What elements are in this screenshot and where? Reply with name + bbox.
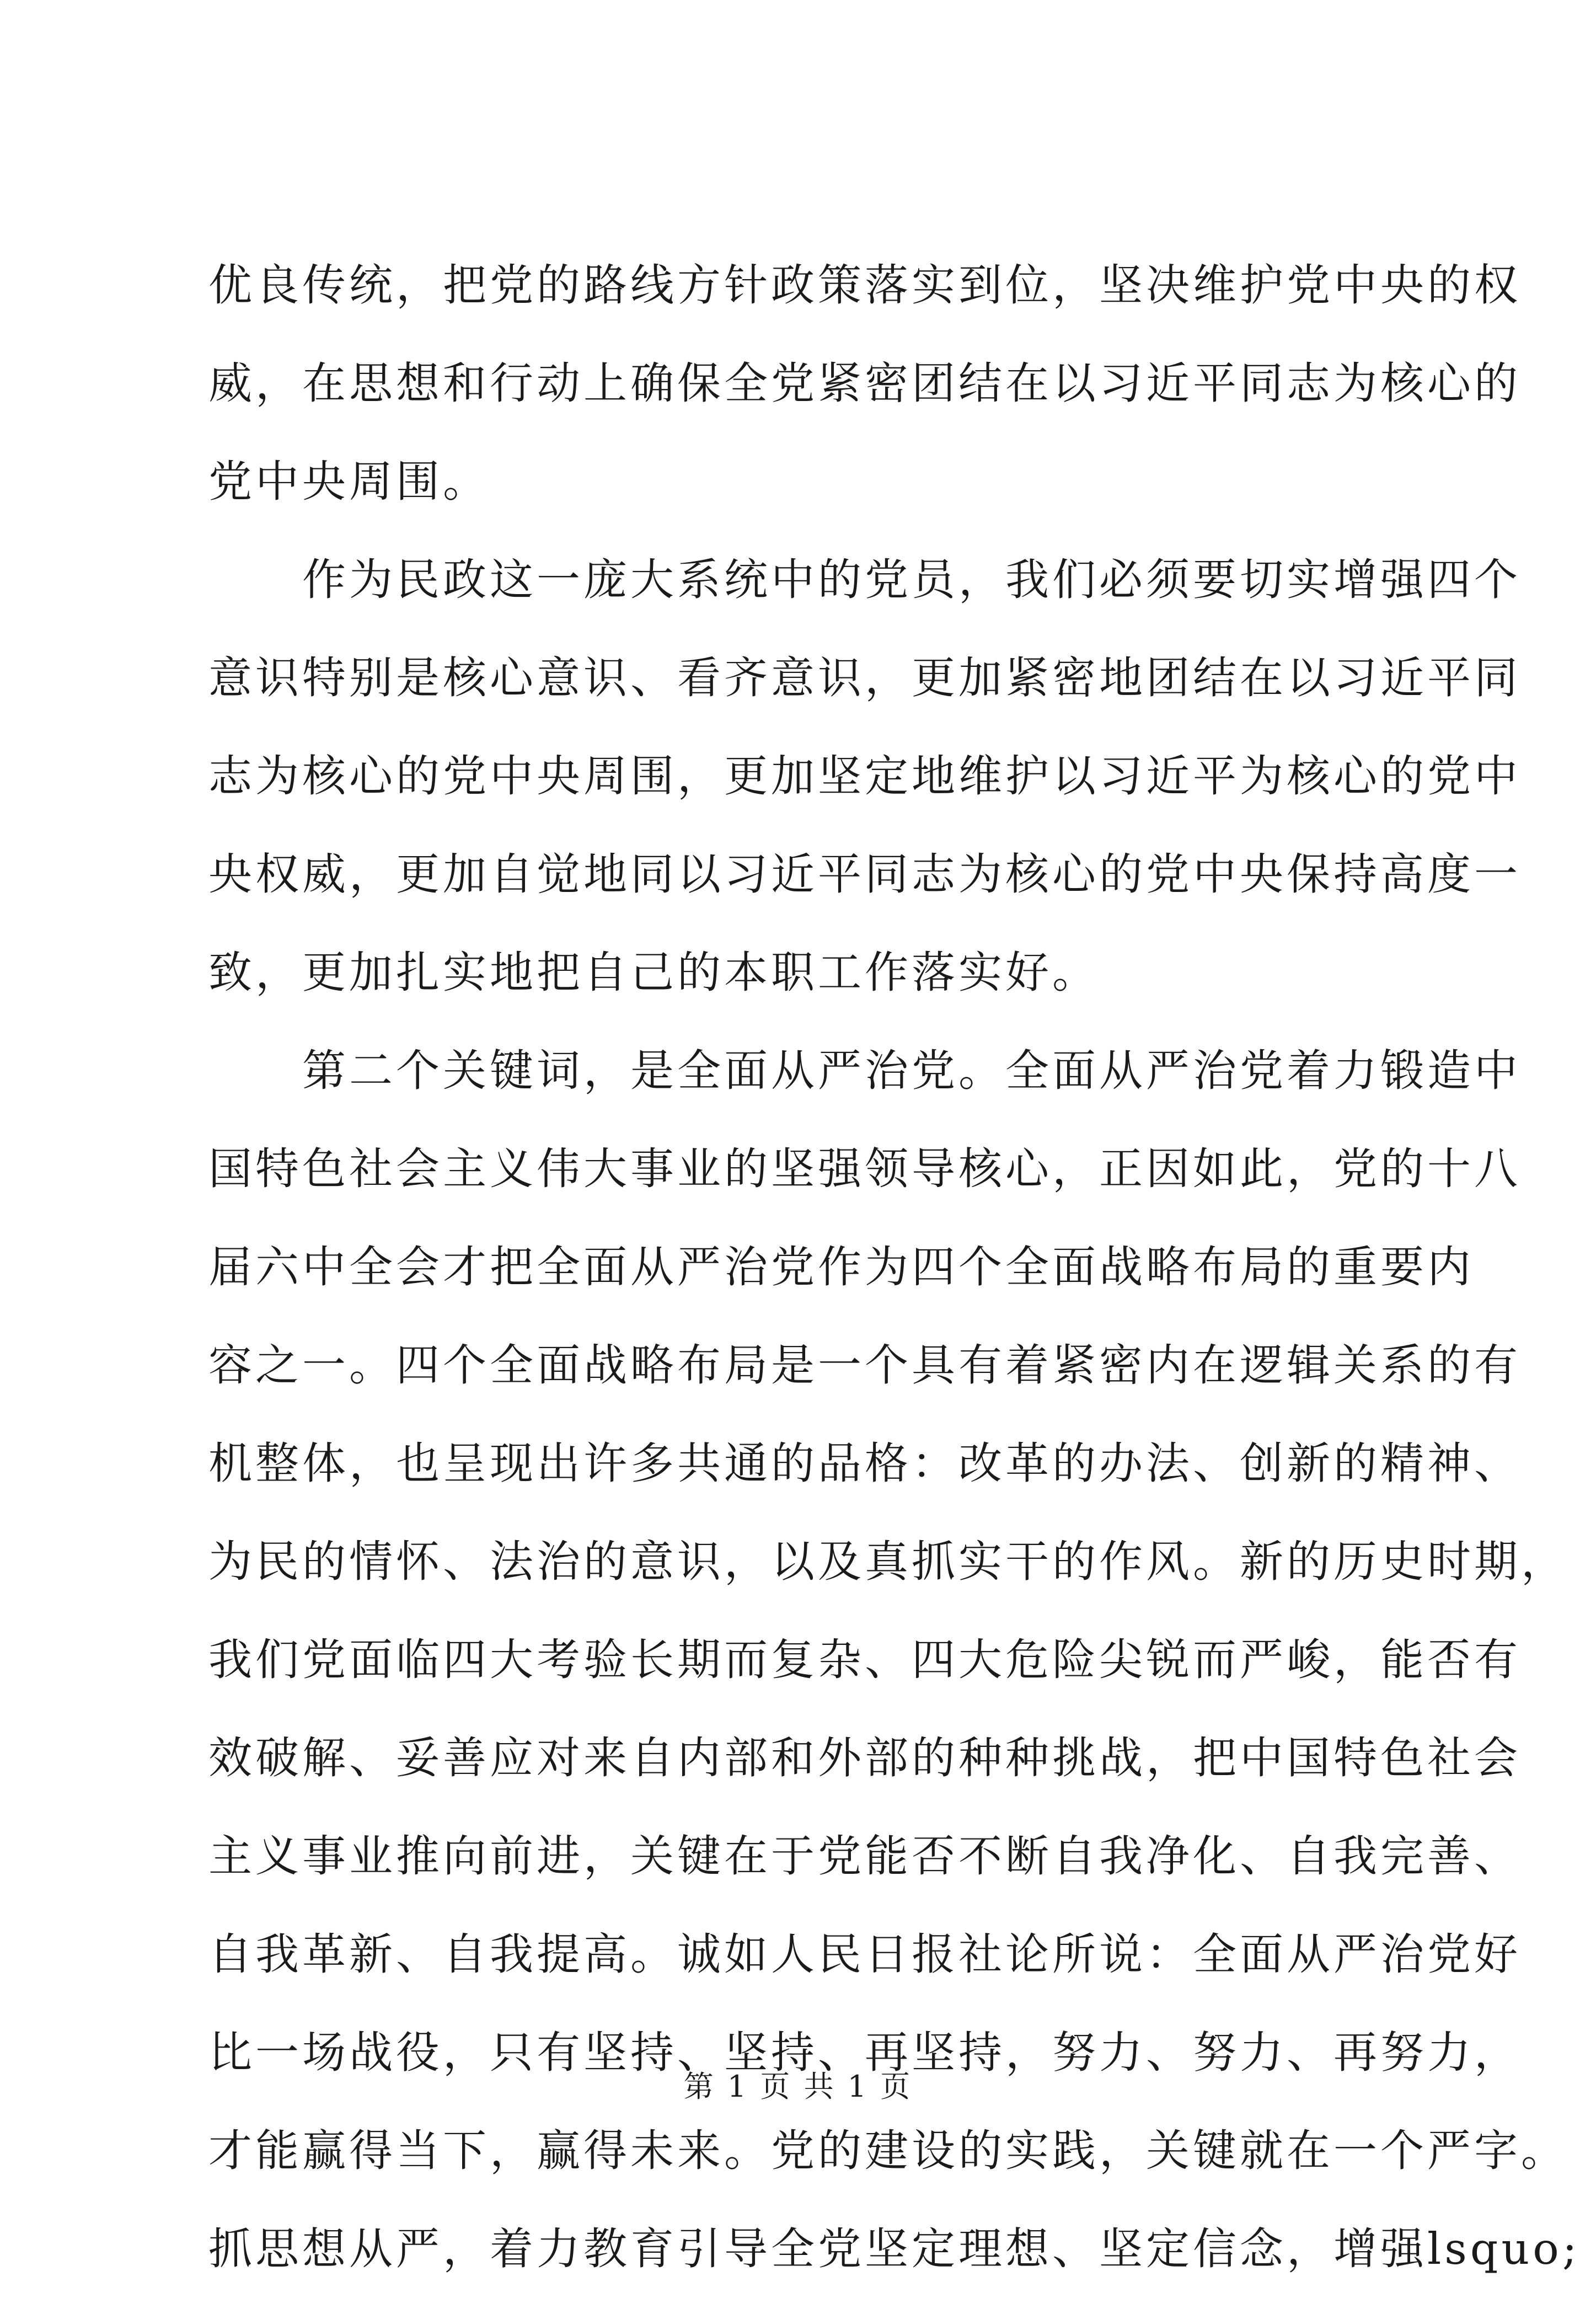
- text-line: 党中央周围。: [208, 456, 490, 507]
- page-footer: 第 1 页 共 1 页: [683, 2069, 913, 2104]
- text-line: 志为核心的党中央周围，更加坚定地维护以习近平为核心的党中: [208, 751, 1521, 801]
- text-line: 效破解、妥善应对来自内部和外部的种种挑战，把中国特色社会: [208, 1733, 1521, 1783]
- text-line: 优良传统，把党的路线方针政策落实到位，坚决维护党中央的权: [208, 260, 1521, 311]
- text-line: 威，在思想和行动上确保全党紧密团结在以习近平同志为核心的: [208, 358, 1521, 409]
- text-line: 才能赢得当下，赢得未来。党的建设的实践，关键就在一个严字。: [208, 2125, 1568, 2176]
- text-line: 届六中全会才把全面从严治党作为四个全面战略布局的重要内: [208, 1242, 1474, 1292]
- text-line: 主义事业推向前进，关键在于党能否不断自我净化、自我完善、: [208, 1831, 1521, 1882]
- text-line: 第二个关键词，是全面从严治党。全面从严治党着力锻造中: [302, 1045, 1521, 1096]
- text-line: 为民的情怀、法治的意识，以及真抓实干的作风。新的历史时期，: [208, 1536, 1568, 1587]
- document-body: [208, 236, 1581, 2298]
- text-line: 意识特别是核心意识、看齐意识，更加紧密地团结在以习近平同: [208, 653, 1521, 703]
- text-line: 比一场战役，只有坚持、坚持、再坚持，努力、努力、再努力，: [208, 2027, 1521, 2078]
- text-line: 央权威，更加自觉地同以习近平同志为核心的党中央保持高度一: [208, 849, 1521, 900]
- text-line: 抓思想从严，着力教育引导全党坚定理想、坚定信念，增强lsquo;: [208, 2224, 1581, 2274]
- text-line: 致，更加扎实地把自己的本职工作落实好。: [208, 947, 1099, 998]
- text-line: 自我革新、自我提高。诚如人民日报社论所说：全面从严治党好: [208, 1929, 1521, 1980]
- text-line: 容之一。四个全面战略布局是一个具有着紧密内在逻辑关系的有: [208, 1340, 1521, 1391]
- text-line: 我们党面临四大考验长期而复杂、四大危险尖锐而严峻，能否有: [208, 1634, 1521, 1685]
- text-line: 机整体，也呈现出许多共通的品格：改革的办法、创新的精神、: [208, 1438, 1521, 1489]
- text-line: 国特色社会主义伟大事业的坚强领导核心，正因如此，党的十八: [208, 1143, 1521, 1194]
- text-line: 作为民政这一庞大系统中的党员，我们必须要切实增强四个: [302, 554, 1521, 605]
